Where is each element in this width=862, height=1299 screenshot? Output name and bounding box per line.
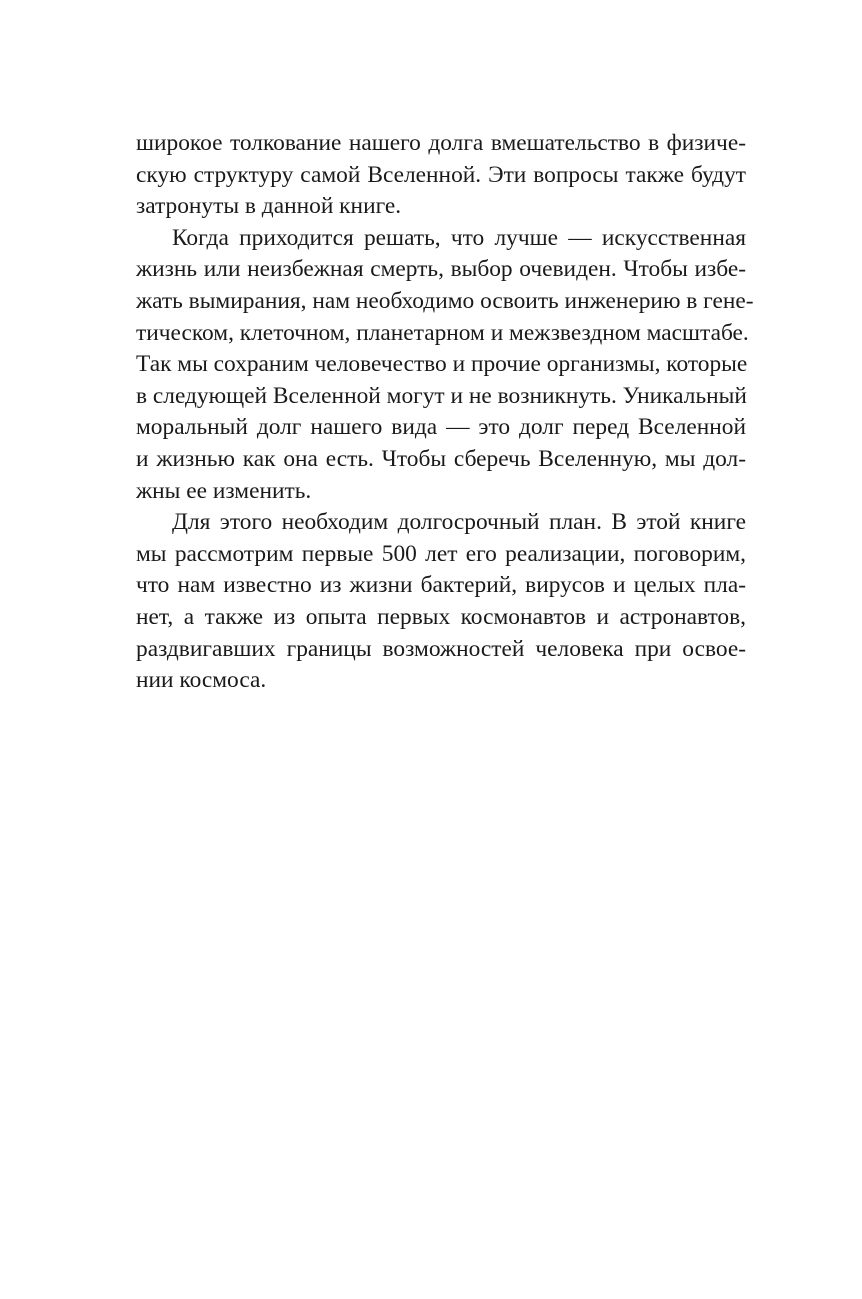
- text-line: что нам известно из жизни бактерий, вирусов и целых пла-: [136, 572, 746, 599]
- text-line: нии космоса.: [136, 667, 267, 694]
- text-line: Когда приходится решать, что лучше — искусственная: [172, 224, 746, 251]
- text-line: в следующей Вселенной могут и не возникнуть. Уникальный: [136, 382, 747, 409]
- paragraph-3: [136, 507, 746, 697]
- text-line: нет, а также из опыта первых космонавтов и астронавтов,: [136, 603, 746, 630]
- body-text: [136, 128, 754, 697]
- text-line: жизнь или неизбежная смерть, выбор очевиден. Чтобы избе-: [136, 256, 746, 283]
- text-line: мы рассмотрим первые 500 лет его реализации, поговорим,: [136, 540, 746, 567]
- text-line: Для этого необходим долгосрочный план. В этой книге: [172, 509, 746, 536]
- text-line: жать вымирания, нам необходимо освоить инженерию в гене-: [136, 287, 754, 314]
- paragraph-2: [136, 223, 754, 507]
- text-line: раздвигавших границы возможностей человека при освое-: [136, 635, 746, 662]
- text-line: Так мы сохраним человечество и прочие организмы, которые: [136, 351, 748, 378]
- text-line: моральный долг нашего вида — это долг перед Вселенной: [136, 414, 746, 441]
- text-line: затронуты в данной книге.: [136, 193, 402, 220]
- text-line: и жизнью как она есть. Чтобы сберечь Вселенную, мы дол-: [136, 445, 746, 472]
- text-line: широкое толкование нашего долга вмешательство в физиче-: [136, 130, 746, 156]
- text-line: скую структуру самой Вселенной. Эти вопросы также будут: [136, 161, 746, 188]
- paragraph-1: [136, 128, 746, 223]
- text-line: тическом, клеточном, планетарном и межзвездном масштабе.: [136, 319, 749, 346]
- text-line: жны ее изменить.: [136, 477, 312, 504]
